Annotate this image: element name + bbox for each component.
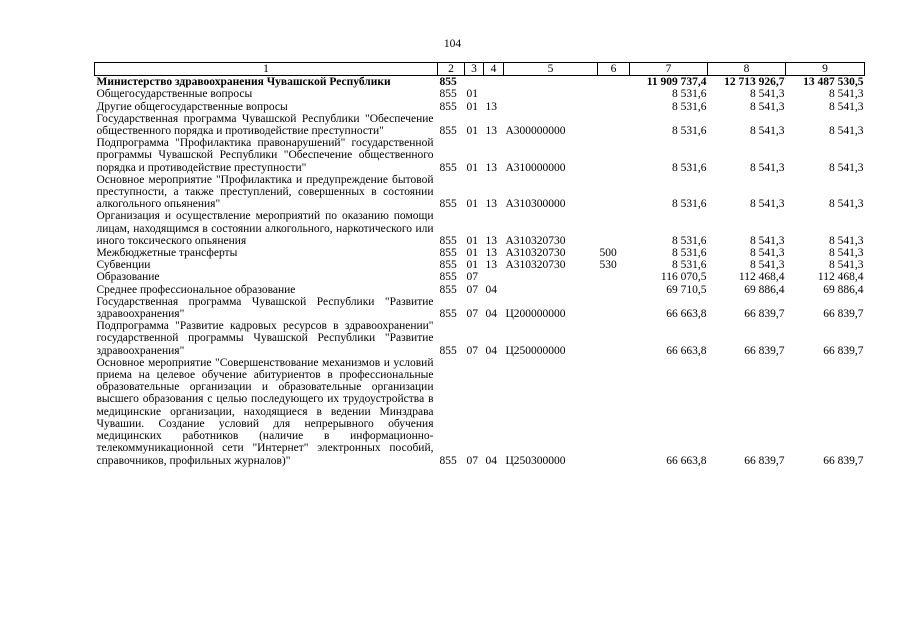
- row-name: Государственная программа Чувашской Республики "Обеспечение общественного порядка и противодействие преступности": [96, 112, 434, 138]
- row-name: Субвенции: [96, 259, 151, 272]
- row-amount-col8: 69 886,4: [744, 283, 785, 296]
- row-subsection: [484, 271, 504, 283]
- row-amount-col8: 8 541,3: [750, 88, 785, 101]
- table-row: [95, 174, 865, 211]
- row-expense-type: [598, 320, 630, 357]
- row-amount-col7: 8 531,6: [672, 100, 707, 113]
- row-amount-col7: 8 531,6: [672, 88, 707, 101]
- row-amount-col7: 8 531,6: [672, 234, 707, 247]
- row-section: 07: [466, 283, 478, 296]
- row-admin-code: 855: [439, 234, 457, 247]
- row-subsection: 04: [485, 454, 497, 467]
- row-target-article: Ц200000000: [505, 308, 566, 321]
- row-amount-col9: 8 541,3: [829, 161, 864, 174]
- row-amount-col8: 66 839,7: [744, 344, 785, 357]
- row-name: Подпрограмма "Развитие кадровых ресурсов в здравоохранении" государственной программы Чувашской Республики "Развитие здравоохранения": [96, 320, 434, 357]
- row-name: Подпрограмма "Профилактика правонарушений" государственной программы Чувашской Республики "Обеспечение общественного порядка и противодействие преступности": [96, 137, 434, 174]
- header-cell-8: 8: [708, 63, 786, 76]
- table-row: [95, 296, 865, 320]
- row-expense-type: [598, 284, 630, 296]
- table-row: [95, 259, 865, 271]
- row-subsection: 13: [485, 198, 497, 211]
- row-subsection: 04: [485, 283, 497, 296]
- row-amount-col9: 69 886,4: [823, 283, 864, 296]
- row-amount-col7: 66 663,8: [666, 344, 707, 357]
- row-amount-col9: 8 541,3: [829, 88, 864, 101]
- row-name: Основное мероприятие "Профилактика и предупреждение бытовой преступности, а также преступлений, совершенных в состоянии алкогольного опьянения": [96, 173, 434, 211]
- row-amount-col9: 66 839,7: [823, 454, 864, 467]
- row-target-article: А310320730: [505, 247, 566, 260]
- row-amount-col7: 8 531,6: [672, 161, 707, 174]
- row-amount-col7: 66 663,8: [666, 454, 707, 467]
- table-row: [95, 357, 865, 467]
- row-target-article: [504, 284, 598, 296]
- row-expense-type: [598, 357, 630, 467]
- header-cell-1: 1: [95, 63, 438, 76]
- row-amount-col9: 8 541,3: [829, 234, 864, 247]
- row-target-article: А310320730: [505, 259, 566, 272]
- row-amount-col8: 66 839,7: [744, 454, 785, 467]
- row-subsection: [484, 88, 504, 100]
- row-name: Министерство здравоохранения Чувашской Республики: [96, 76, 391, 89]
- row-amount-col9: 8 541,3: [829, 198, 864, 211]
- row-amount-col8: 66 839,7: [744, 308, 785, 321]
- row-amount-col8: 8 541,3: [750, 100, 785, 113]
- row-amount-col7: 69 710,5: [666, 283, 707, 296]
- row-expense-type: [598, 101, 630, 113]
- table-body: [95, 76, 865, 467]
- row-amount-col7: 8 531,6: [672, 125, 707, 138]
- row-subsection: 13: [485, 125, 497, 138]
- header-cell-2: 2: [438, 63, 465, 76]
- row-admin-code: 855: [439, 454, 457, 467]
- header-cell-7: 7: [630, 63, 708, 76]
- row-expense-type: [598, 210, 630, 247]
- row-admin-code: 855: [439, 100, 457, 113]
- row-admin-code: 855: [439, 247, 457, 260]
- table-row-ministry: [95, 76, 865, 89]
- row-target-article: Ц250300000: [505, 454, 566, 467]
- table-row: [95, 113, 865, 137]
- row-amount-col9: 8 541,3: [829, 100, 864, 113]
- table-row: [95, 101, 865, 113]
- row-target-article: [504, 271, 598, 283]
- row-subsection: 04: [485, 344, 497, 357]
- row-amount-col9: 8 541,3: [829, 259, 864, 272]
- row-amount-col9: 112 468,4: [817, 271, 864, 284]
- row-name: Государственная программа Чувашской Республики "Развитие здравоохранения": [96, 295, 434, 321]
- row-section: 07: [466, 344, 478, 357]
- row-amount-col8: 12 713 926,7: [724, 76, 785, 89]
- row-amount-col8: 8 541,3: [750, 161, 785, 174]
- row-section: 01: [466, 161, 478, 174]
- row-amount-col7: 116 070,5: [660, 271, 707, 284]
- header-cell-9: 9: [786, 63, 865, 76]
- row-target-article: [504, 76, 598, 89]
- row-amount-col9: 8 541,3: [829, 247, 864, 260]
- row-amount-col8: 8 541,3: [750, 234, 785, 247]
- row-section: 01: [466, 88, 478, 101]
- row-admin-code: 855: [439, 161, 457, 174]
- row-admin-code: 855: [439, 283, 457, 296]
- row-target-article: А310320730: [505, 234, 566, 247]
- row-section: 01: [466, 198, 478, 211]
- row-section: 07: [466, 271, 478, 284]
- row-expense-type: [598, 76, 630, 89]
- row-amount-col7: 8 531,6: [672, 247, 707, 260]
- row-subsection: 13: [485, 161, 497, 174]
- row-expense-type: [598, 88, 630, 100]
- row-admin-code: 855: [439, 88, 457, 101]
- table-row: [95, 271, 865, 283]
- row-target-article: [504, 101, 598, 113]
- row-expense-type: 500: [599, 247, 617, 260]
- row-admin-code: 855: [439, 125, 457, 138]
- row-amount-col7: 8 531,6: [672, 259, 707, 272]
- row-name: Организация и осуществление мероприятий по оказанию помощи лицам, находящимся в состоянии алкогольного, наркотического или иного токсического опьянения: [96, 210, 434, 247]
- row-amount-col9: 13 487 530,5: [803, 76, 864, 89]
- table-header: [95, 63, 865, 76]
- table-row: [95, 210, 865, 247]
- row-section: 01: [466, 259, 478, 272]
- header-cell-6: 6: [598, 63, 630, 76]
- row-admin-code: 855: [439, 271, 457, 284]
- row-name: Основное мероприятие "Совершенствование механизмов и условий приема на целевое обучение абитуриентов в профессиональные образовательные организации и образовательные организации высшего образования с целью последующего их трудоустройства в медицинские организации, находящиеся в ведении Минздрава Чувашии. Создание условий для непрерывного обучения медицинских работников (наличие в информационно-телекоммуникационной сети "Интернет" электронных пособий, справочников, профильных журналов)": [96, 356, 434, 467]
- row-admin-code: 855: [439, 344, 457, 357]
- row-amount-col8: 8 541,3: [750, 198, 785, 211]
- row-name: Среднее профессиональное образование: [96, 283, 296, 296]
- header-cell-3: 3: [465, 63, 484, 76]
- row-name: Общегосударственные вопросы: [96, 88, 253, 101]
- row-amount-col8: 8 541,3: [750, 247, 785, 260]
- row-admin-code: 855: [439, 198, 457, 211]
- row-amount-col7: 11 909 737,4: [646, 76, 707, 89]
- row-expense-type: [598, 296, 630, 320]
- page-number: 104: [443, 38, 462, 50]
- row-amount-col7: 66 663,8: [666, 308, 707, 321]
- row-target-article: А300000000: [505, 125, 566, 138]
- row-amount-col9: 8 541,3: [829, 125, 864, 138]
- row-expense-type: 530: [599, 259, 617, 272]
- row-amount-col8: 112 468,4: [738, 271, 785, 284]
- row-subsection: 13: [485, 234, 497, 247]
- row-subsection: 13: [485, 100, 497, 113]
- row-subsection: 13: [485, 259, 497, 272]
- row-name: Образование: [96, 271, 160, 284]
- row-section: 01: [466, 100, 478, 113]
- row-subsection: 13: [485, 247, 497, 260]
- row-subsection: 04: [485, 308, 497, 321]
- row-section: 07: [466, 308, 478, 321]
- budget-table: [94, 62, 865, 467]
- row-subsection: [484, 76, 504, 89]
- row-name: Межбюджетные трансферты: [96, 247, 238, 260]
- row-expense-type: [598, 174, 630, 211]
- row-amount-col9: 66 839,7: [823, 344, 864, 357]
- row-expense-type: [598, 113, 630, 137]
- row-target-article: А310300000: [505, 198, 566, 211]
- table-row: [95, 137, 865, 174]
- row-expense-type: [598, 271, 630, 283]
- header-cell-5: 5: [504, 63, 598, 76]
- row-section: 01: [466, 234, 478, 247]
- row-expense-type: [598, 137, 630, 174]
- row-section: 01: [466, 125, 478, 138]
- table-row: [95, 320, 865, 357]
- header-row: [95, 63, 865, 76]
- table-row: [95, 88, 865, 100]
- row-amount-col8: 8 541,3: [750, 259, 785, 272]
- row-amount-col8: 8 541,3: [750, 125, 785, 138]
- row-section: [465, 76, 484, 89]
- table-row: [95, 247, 865, 259]
- table-row: [95, 284, 865, 296]
- row-name: Другие общегосударственные вопросы: [96, 100, 288, 113]
- row-admin-code: 855: [439, 308, 457, 321]
- row-admin-code: 855: [439, 259, 457, 272]
- row-section: 01: [466, 247, 478, 260]
- row-target-article: Ц250000000: [505, 344, 566, 357]
- row-section: 07: [466, 454, 478, 467]
- header-cell-4: 4: [484, 63, 504, 76]
- row-amount-col9: 66 839,7: [823, 308, 864, 321]
- row-admin-code: 855: [439, 76, 457, 89]
- row-amount-col7: 8 531,6: [672, 198, 707, 211]
- row-target-article: [504, 88, 598, 100]
- row-target-article: А310000000: [505, 161, 566, 174]
